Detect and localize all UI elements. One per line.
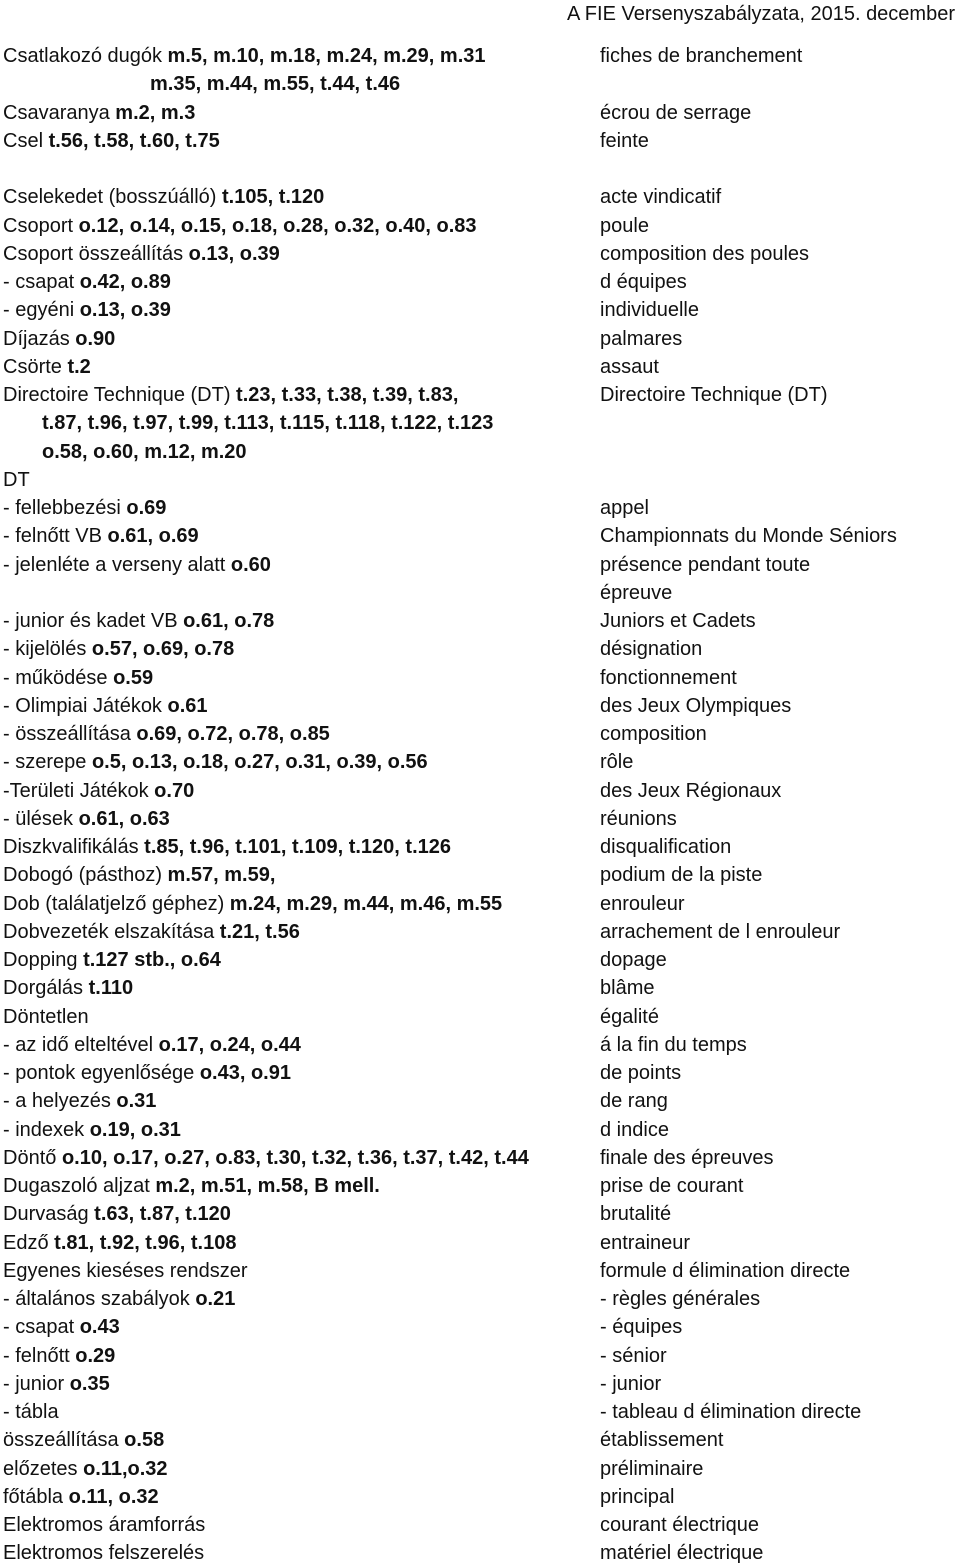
hungarian-term (3, 1483, 159, 1511)
index-entry (0, 127, 960, 155)
rule-references: m.24, m.29, m.44, m.46, m.55 (229, 892, 503, 915)
index-entry (0, 974, 960, 1002)
index-entry (0, 918, 960, 946)
index-entry (0, 1229, 960, 1257)
index-entry (0, 833, 960, 861)
index-entry (0, 1059, 960, 1087)
hungarian-term (3, 1285, 235, 1313)
hungarian-term (3, 777, 194, 805)
index-entry (0, 635, 960, 663)
french-term: d équipes (600, 271, 687, 293)
index-entry (0, 946, 960, 974)
hungarian-term (3, 1144, 529, 1172)
rule-references: t.85, t.96, t.101, t.109, t.120, t.126 (144, 836, 451, 858)
term-label: - tábla (3, 1401, 59, 1423)
term-label: előzetes (3, 1457, 84, 1480)
rule-references: t.56, t.58, t.60, t.75 (48, 129, 220, 152)
term-label: Csel (3, 129, 49, 152)
hungarian-term (3, 240, 280, 268)
term-label: - csapat (3, 1316, 80, 1339)
hungarian-term (3, 183, 324, 211)
hungarian-term (3, 805, 170, 833)
rule-references: t.105, t.120 (222, 186, 325, 209)
index-entry (0, 1257, 960, 1285)
hungarian-term (3, 664, 153, 692)
hungarian-term (3, 607, 274, 635)
french-term: individuelle (600, 299, 699, 322)
index-entry (0, 494, 960, 522)
index-entry (0, 212, 960, 240)
term-label: Elektromos felszerelés (3, 1542, 205, 1565)
hungarian-term (150, 70, 400, 98)
rule-references: o.13, o.39 (188, 242, 280, 265)
rule-references: t.110 (88, 977, 134, 1000)
term-label: - felnőtt (3, 1344, 76, 1367)
french-term: présence pendant toute (600, 553, 811, 576)
rule-references: m.57, m.59, (167, 864, 276, 887)
term-label: - jelenléte a verseny alatt (3, 553, 231, 576)
term-label: - Olimpiai Játékok (3, 694, 168, 717)
hungarian-term (42, 409, 493, 437)
rule-references: o.90 (75, 327, 116, 350)
french-term: des Jeux Régionaux (600, 779, 782, 802)
hungarian-term (3, 748, 428, 776)
french-term: arrachement de l enrouleur (600, 920, 841, 943)
index-entry (0, 1398, 960, 1426)
hungarian-term (3, 381, 458, 409)
rule-references: o.43 (79, 1316, 120, 1339)
rule-references: o.11,o.32 (83, 1457, 168, 1480)
term-label: Díjazás (3, 327, 76, 350)
term-label: főtábla (3, 1485, 69, 1508)
rule-references: o.57, o.69, o.78 (91, 638, 235, 661)
document-header: A FIE Versenyszabályzata, 2015. december (567, 3, 955, 25)
index-entry (0, 70, 960, 98)
hungarian-term (3, 296, 171, 324)
hungarian-term (3, 1455, 168, 1483)
term-label: Dob (találatjelző géphez) (3, 892, 230, 915)
index-entry (0, 1426, 960, 1454)
french-term: - équipes (600, 1316, 683, 1339)
french-term: finale des épreuves (600, 1146, 774, 1169)
hungarian-term (3, 268, 171, 296)
french-term: disqualification (600, 836, 732, 858)
french-term: - junior (600, 1372, 662, 1395)
hungarian-term (3, 99, 195, 127)
term-label: - ülések (3, 807, 79, 830)
french-term: rôle (600, 751, 634, 774)
rule-references: t.63, t.87, t.120 (94, 1203, 231, 1226)
rule-references: o.11, o.32 (68, 1485, 159, 1508)
rule-references: o.19, o.31 (89, 1118, 181, 1141)
term-label: Cselekedet (bosszúálló) (3, 186, 222, 209)
term-label: - indexek (3, 1118, 90, 1141)
hungarian-term (3, 325, 115, 353)
hungarian-term (3, 890, 502, 918)
term-label: Csavaranya (3, 101, 116, 124)
index-entry (0, 1144, 960, 1172)
hungarian-term (3, 635, 234, 663)
hungarian-term (3, 1172, 380, 1200)
rule-references: o.42, o.89 (79, 271, 171, 293)
index-entry (0, 438, 960, 466)
index-entry (0, 748, 960, 776)
rule-references: o.12, o.14, o.15, o.18, o.28, o.32, o.40, o.83 (78, 214, 477, 237)
rule-references: o.31 (116, 1090, 157, 1113)
hungarian-term (3, 494, 166, 522)
index-entry (0, 777, 960, 805)
index-entry (0, 409, 960, 437)
french-term: Juniors et Cadets (600, 610, 756, 632)
french-term: de rang (600, 1090, 668, 1113)
french-term: Championnats du Monde Séniors (600, 525, 897, 548)
french-term: entraineur (600, 1231, 691, 1254)
french-term: formule d élimination directe (600, 1259, 851, 1282)
hungarian-term (3, 1511, 205, 1539)
rule-references: o.61 (167, 694, 208, 717)
term-label: Dobvezeték elszakítása (3, 920, 220, 943)
term-label: - működése (3, 666, 114, 689)
hungarian-term (3, 1116, 181, 1144)
rule-references: o.29 (75, 1344, 116, 1367)
rule-references: t.21, t.56 (219, 920, 300, 943)
index-entry (0, 692, 960, 720)
index-entry (0, 1031, 960, 1059)
term-label: Csoport (3, 214, 79, 237)
french-term: composition (600, 723, 707, 745)
hungarian-term (3, 42, 486, 70)
hungarian-term (3, 1370, 110, 1398)
index-entry (0, 861, 960, 889)
french-term: établissement (600, 1429, 724, 1452)
hungarian-term (3, 946, 221, 974)
french-term: courant électrique (600, 1514, 759, 1536)
term-label: Döntetlen (3, 1005, 89, 1028)
rule-references: m.2, m.3 (115, 101, 196, 124)
hungarian-term (3, 1313, 120, 1341)
rule-references: o.59 (113, 666, 154, 689)
index-entry (0, 99, 960, 127)
term-label: Edző (3, 1231, 55, 1254)
index-entry (0, 155, 960, 183)
rule-references: o.43, o.91 (199, 1062, 291, 1084)
index-entry (0, 1087, 960, 1115)
index-entry (0, 522, 960, 550)
index-entry (0, 381, 960, 409)
index-entry (0, 42, 960, 70)
term-label: - fellebbezési (3, 497, 127, 519)
french-term: fonctionnement (600, 666, 737, 689)
french-term: palmares (600, 327, 683, 350)
index-entry (0, 579, 960, 607)
index-entry (0, 1455, 960, 1483)
hungarian-term (3, 1031, 301, 1059)
french-term: composition des poules (600, 242, 810, 265)
french-term: á la fin du temps (600, 1033, 747, 1056)
french-term: poule (600, 214, 649, 237)
french-term: appel (600, 497, 649, 519)
french-term: - tableau d élimination directe (600, 1401, 862, 1423)
french-term: Directoire Technique (DT) (600, 384, 828, 406)
rule-references: m.2, m.51, m.58, B mell. (155, 1175, 380, 1197)
rule-references: t.23, t.33, t.38, t.39, t.83, (236, 384, 459, 406)
hungarian-term (3, 1003, 89, 1031)
term-label: - csapat (3, 271, 80, 293)
french-term: assaut (600, 355, 659, 378)
french-term: prise de courant (600, 1175, 744, 1197)
term-label: Csoport összeállítás (3, 242, 189, 265)
index-entry (0, 466, 960, 494)
term-label: - felnőtt VB (3, 525, 108, 548)
french-term: blâme (600, 977, 655, 1000)
rule-references: t.81, t.92, t.96, t.108 (54, 1231, 237, 1254)
index-entry (0, 240, 960, 268)
hungarian-term (3, 1200, 231, 1228)
french-term: principal (600, 1485, 675, 1508)
term-label: - pontok egyenlősége (3, 1062, 200, 1084)
hungarian-term (3, 1398, 59, 1426)
french-term: dopage (600, 949, 667, 971)
french-term: préliminaire (600, 1457, 704, 1480)
term-label: - egyéni (3, 299, 80, 322)
hungarian-term (3, 1426, 164, 1454)
index-entry (0, 720, 960, 748)
term-label: - kijelölés (3, 638, 92, 661)
term-label: Csörte (3, 355, 68, 378)
hungarian-term (42, 438, 247, 466)
term-label: - az idő elteltével (3, 1033, 159, 1056)
hungarian-term (3, 1257, 248, 1285)
rule-references: t.127 stb., o.64 (83, 949, 221, 971)
rule-references: o.5, o.13, o.18, o.27, o.31, o.39, o.56 (91, 751, 428, 774)
french-term: de points (600, 1062, 682, 1084)
rule-references: o.17, o.24, o.44 (158, 1033, 301, 1056)
term-label: - szerepe (3, 751, 92, 774)
french-term: réunions (600, 807, 677, 830)
french-term: égalité (600, 1005, 659, 1028)
rule-references: m.5, m.10, m.18, m.24, m.29, m.31 (167, 45, 486, 67)
hungarian-term (3, 974, 133, 1002)
hungarian-term (3, 1087, 156, 1115)
term-label: DT (3, 468, 30, 491)
rule-references: o.61, o.69 (107, 525, 199, 548)
french-term: d indice (600, 1118, 669, 1141)
rule-references: o.69 (126, 497, 167, 519)
rule-references: o.61, o.78 (183, 610, 275, 632)
french-term: feinte (600, 129, 649, 152)
hungarian-term (3, 1229, 236, 1257)
rule-references: o.35 (69, 1372, 110, 1395)
hungarian-term (3, 551, 271, 579)
term-label: -Területi Játékok (3, 779, 155, 802)
index-entry (0, 1200, 960, 1228)
rule-references: o.21 (195, 1288, 236, 1310)
index-entry (0, 1511, 960, 1539)
index-entry (0, 551, 960, 579)
term-label: Durvaság (3, 1203, 95, 1226)
index-entry (0, 296, 960, 324)
term-label: Dopping (3, 949, 84, 971)
rule-references: o.69, o.72, o.78, o.85 (136, 723, 330, 745)
index-entry (0, 1003, 960, 1031)
hungarian-term (3, 466, 30, 494)
rule-references: o.61, o.63 (78, 807, 170, 830)
index-entry (0, 1313, 960, 1341)
french-term: épreuve (600, 581, 673, 604)
rule-references: m.35, m.44, m.55, t.44, t.46 (150, 73, 401, 96)
rule-references: o.58 (124, 1429, 165, 1452)
term-label: - junior és kadet VB (3, 610, 184, 632)
term-label: Dobogó (pásthoz) (3, 864, 168, 887)
hungarian-term (3, 720, 330, 748)
french-term: podium de la piste (600, 864, 763, 887)
index-entry (0, 183, 960, 211)
hungarian-term (3, 1342, 115, 1370)
index-entry (0, 1342, 960, 1370)
index-entry (0, 268, 960, 296)
french-term: - règles générales (600, 1288, 761, 1310)
index-entry (0, 1172, 960, 1200)
hungarian-term (3, 212, 477, 240)
term-label: Elektromos áramforrás (3, 1514, 206, 1536)
term-label: - összeállítása (3, 723, 137, 745)
index-entry (0, 1539, 960, 1567)
french-term: brutalité (600, 1203, 672, 1226)
rule-references: t.87, t.96, t.97, t.99, t.113, t.115, t.118, t.122, t.123 (42, 412, 494, 435)
french-term: - sénior (600, 1344, 667, 1367)
french-term: enrouleur (600, 892, 685, 915)
hungarian-term (3, 861, 275, 889)
french-term: désignation (600, 638, 703, 661)
french-term: fiches de branchement (600, 45, 803, 67)
hungarian-term (3, 833, 451, 861)
term-label: Dugaszoló aljzat (3, 1175, 156, 1197)
term-label: Egyenes kieséses rendszer (3, 1259, 248, 1282)
term-label: Csatlakozó dugók (3, 45, 168, 67)
french-term: des Jeux Olympiques (600, 694, 792, 717)
index-entry (0, 890, 960, 918)
hungarian-term (3, 522, 199, 550)
hungarian-term (3, 1539, 204, 1567)
term-label: Dorgálás (3, 977, 89, 1000)
index-entry (0, 1116, 960, 1144)
index-entry (0, 1370, 960, 1398)
rule-references: o.70 (154, 779, 195, 802)
rule-references: t.2 (67, 355, 91, 378)
term-label: Directoire Technique (DT) (3, 384, 237, 406)
french-term: matériel électrique (600, 1542, 764, 1565)
index-entry (0, 607, 960, 635)
hungarian-term (3, 1059, 291, 1087)
hungarian-term (3, 353, 91, 381)
french-term: écrou de serrage (600, 101, 752, 124)
index-entry (0, 664, 960, 692)
term-label: - junior (3, 1372, 70, 1395)
rule-references: o.58, o.60, m.12, m.20 (42, 440, 247, 463)
index-entry (0, 805, 960, 833)
rule-references: o.60 (230, 553, 271, 576)
term-label: - általános szabályok (3, 1288, 196, 1310)
term-label: Döntő (3, 1146, 62, 1169)
index-entry (0, 353, 960, 381)
term-label: összeállítása (3, 1429, 125, 1452)
french-term: acte vindicatif (600, 186, 722, 209)
rule-references: o.13, o.39 (79, 299, 171, 322)
hungarian-term (3, 127, 220, 155)
index-entry (0, 1285, 960, 1313)
rule-references: o.10, o.17, o.27, o.83, t.30, t.32, t.36, t.37, t.42, t.44 (61, 1146, 529, 1169)
index-entry (0, 1483, 960, 1511)
term-label: - a helyezés (3, 1090, 117, 1113)
hungarian-term (3, 918, 300, 946)
index-entry (0, 325, 960, 353)
term-label: Diszkvalifikálás (3, 836, 145, 858)
hungarian-term (3, 692, 208, 720)
